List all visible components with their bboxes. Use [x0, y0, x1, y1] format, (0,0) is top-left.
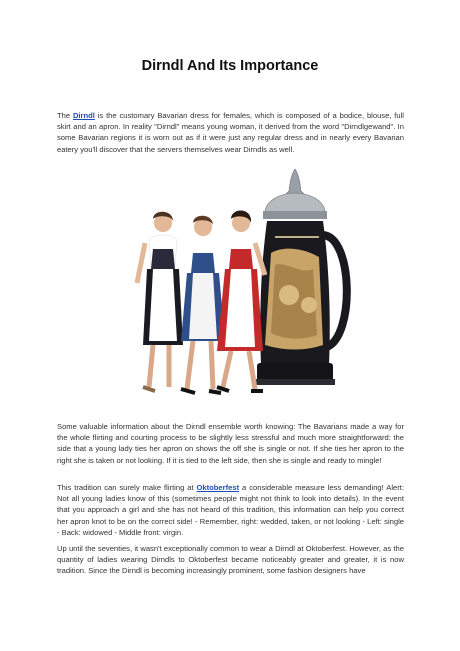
intro-text-start: The — [57, 111, 73, 120]
dirndl-link[interactable]: Dirndl — [72, 111, 95, 120]
woman-left — [137, 212, 183, 391]
tradition-text-start: This tradition can surely make flirting at — [57, 483, 197, 492]
apron-info-paragraph: Some valuable information about the Dirndl ensemble worth knowing: The Bavarians made a way for the whole flirting and courting process to be slightly less stressful and much more straightforward: the side that a young lady ties her apron on shows the off she is single or not. If she ties her apron to the right she is taken or not looking. If it is tied to the left side, then she is single and ready to mingle! — [57, 422, 404, 465]
tradition-paragraph — [57, 482, 404, 538]
woman-right — [217, 210, 265, 391]
history-paragraph: Up until the seventies, it wasn't exceptionally common to wear a Dirndl at Oktoberfest. However, as the quantity of ladies wearing Dirndls to Oktoberfest became noticeably greater and greater, it is now tradition. Since the Dirndl is becoming increasingly prominent, some fashion designers have — [57, 544, 404, 576]
page-title: Dirndl And Its Importance — [141, 58, 319, 74]
oktoberfest-link[interactable]: Oktoberfest — [196, 483, 240, 492]
tradition-text-rest: a considerable measure less demanding! Alert: Not all young ladies know of this (sometimes people might not think to look into details). In the event that you approach a girl and she has not heard of this tradition, this information can help you correct her apron knot to be on the correct side! - Remember, right: wedded, taken, or not looking - Left: single - Back: widowed - Middle front: virgin. — [57, 483, 404, 537]
dirndl-photo — [105, 165, 360, 405]
beer-stein — [255, 169, 347, 385]
intro-paragraph — [57, 110, 404, 155]
intro-text-rest: is the customary Bavarian dress for females, which is composed of a bodice, blouse, full skirt and an apron. In reality "Dirndl" means young woman, it derived from the word "Dirndlgewand". In some Bavarian regions it is worn out as if it were just any regular dress and in nearly every Bavarian eatery you'll discover that the servers themselves wear Dirndls as well. — [57, 111, 404, 154]
woman-middle — [181, 216, 225, 393]
